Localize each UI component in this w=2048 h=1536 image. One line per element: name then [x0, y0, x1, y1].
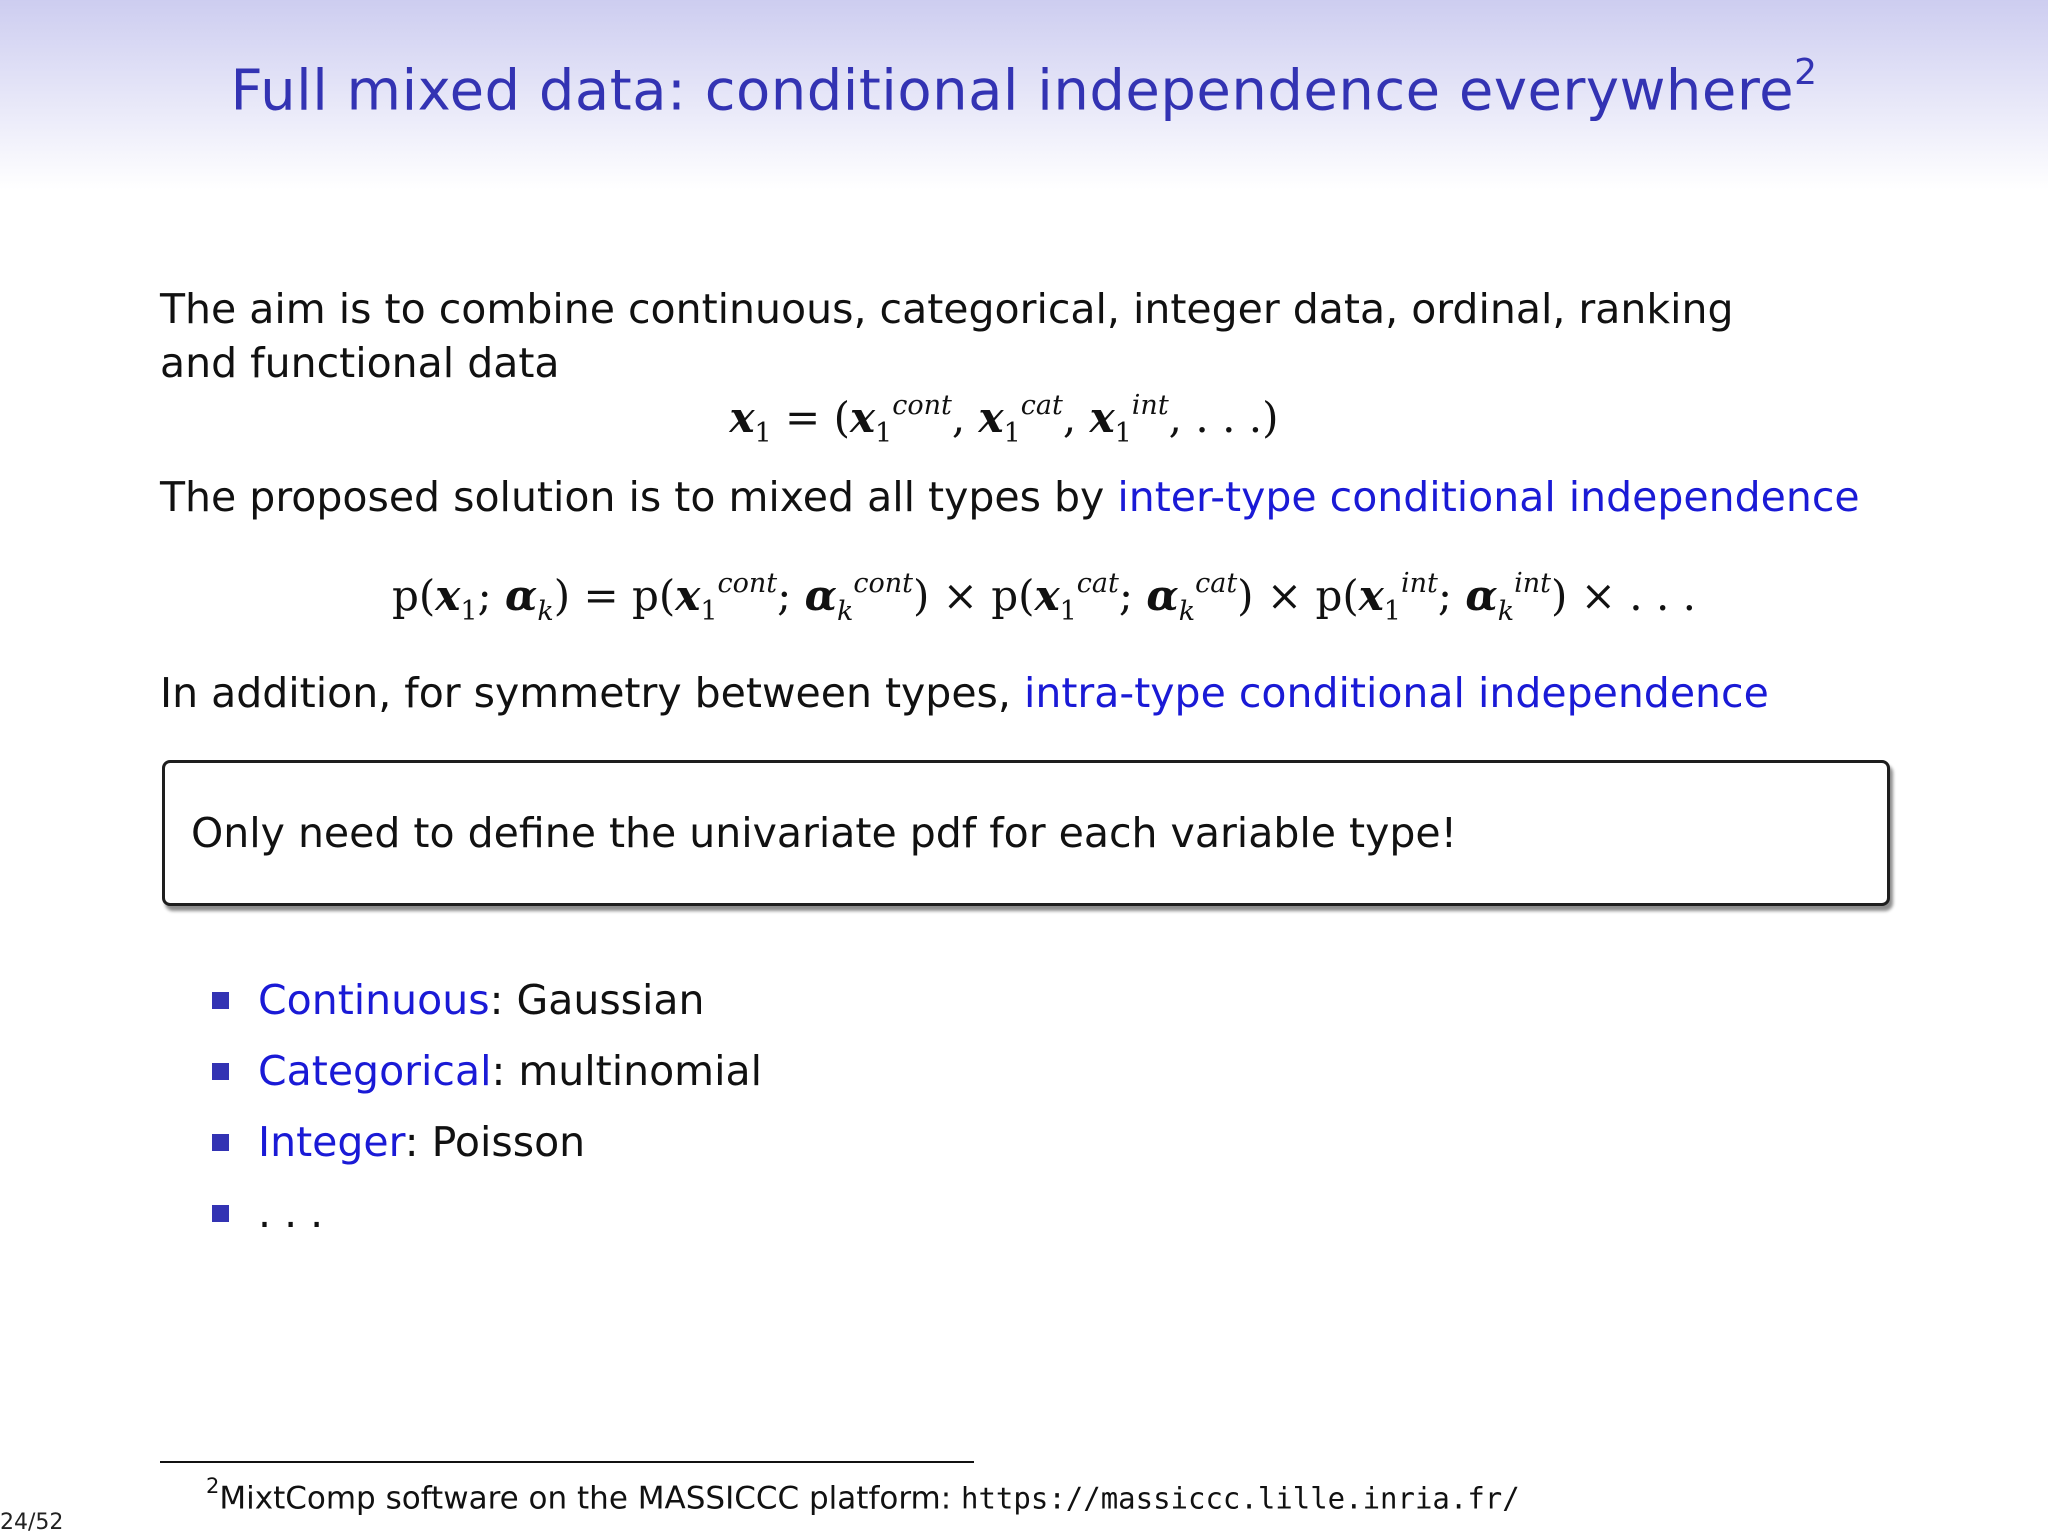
- eq2-x-cont-sub: 1: [700, 596, 718, 627]
- eq2-alpha-int: α: [1465, 571, 1498, 620]
- eq2-alpha-cont-sub: k: [836, 596, 854, 627]
- eq1-v1: x: [849, 393, 876, 442]
- eq2-alpha-sub: k: [537, 596, 554, 627]
- eq1-equals: = (: [771, 393, 850, 442]
- bullet-value: . . .: [258, 1189, 324, 1237]
- bullet-sep: :: [404, 1118, 432, 1166]
- bullet-value: multinomial: [518, 1047, 763, 1095]
- variable-type-list: [210, 972, 762, 1256]
- eq2-alpha-cat-sub: k: [1178, 596, 1196, 627]
- eq2-x-sub: 1: [460, 596, 478, 627]
- eq1-lhs-sub: 1: [754, 418, 772, 449]
- eq2-x-cat-sup: cat: [1076, 568, 1119, 599]
- eq2-alpha: α: [505, 571, 538, 620]
- eq2-equals: ) = p(: [553, 571, 676, 620]
- eq2-p: p(: [391, 571, 436, 620]
- bullet-value: Gaussian: [516, 976, 705, 1024]
- eq2-x-cat: x: [1034, 571, 1060, 620]
- bullet-value: Poisson: [431, 1118, 586, 1166]
- paragraph-solution-text: The proposed solution is to mixed all types by: [160, 473, 1118, 521]
- eq2-x-cat-sub: 1: [1059, 596, 1077, 627]
- eq2-x-cont: x: [675, 571, 701, 620]
- paragraph-aim: The aim is to combine continuous, categorical, integer data, ordinal, ranking and functional data: [160, 285, 1734, 387]
- eq1-v2-sup: cat: [1020, 390, 1063, 421]
- bullet-sep: :: [491, 1047, 519, 1095]
- key-message-box: [162, 760, 1890, 906]
- key-message-text: Only need to define the univariate pdf for each variable type!: [191, 809, 1458, 857]
- bullet-sep: :: [489, 976, 517, 1024]
- eq2-alpha-cat: α: [1146, 571, 1179, 620]
- footnote-divider: [160, 1461, 974, 1463]
- eq2-x: x: [435, 571, 461, 620]
- equation-density: $p(x_1$; $\alpha_k) = p(x_1^{cont}$; $\alpha_k^{cont}) \times p(x_1^{cat}$; $\alpha_k^{cat}) \times p(x_1^{int}$; $\alpha_k^{int}$) × . . .: [391, 568, 1696, 627]
- intra-type-highlight: intra-type conditional independence: [1023, 669, 1769, 717]
- slide-title-text: Full mixed data: conditional independence everywhere: [230, 58, 1795, 124]
- eq2-alpha-int-sub: k: [1497, 596, 1515, 627]
- footnote-url-link[interactable]: https://massiccc.lille.inria.fr/: [961, 1481, 1520, 1516]
- footnote: [206, 1474, 1520, 1517]
- eq1-v3-sup: int: [1131, 390, 1169, 421]
- eq2-times-2: ×: [1253, 571, 1316, 620]
- eq1-lhs: x: [729, 393, 755, 442]
- eq1-v2-sub: 1: [1003, 418, 1021, 449]
- footnote-mark: 2: [206, 1474, 220, 1498]
- eq2-tail: × . . .: [1567, 571, 1696, 620]
- paragraph-symmetry: [160, 666, 1769, 720]
- eq2-alpha-cont: α: [804, 571, 837, 620]
- paragraph-symmetry-text: In addition, for symmetry between types,: [160, 669, 1024, 717]
- title-footnote-mark: 2: [1794, 52, 1818, 93]
- list-item: [210, 972, 762, 1043]
- inter-type-highlight: inter-type conditional independence: [1117, 473, 1860, 521]
- eq2-x-int-sub: 1: [1383, 596, 1401, 627]
- eq1-v1-sup: cont: [892, 390, 952, 421]
- eq1-v2: x: [978, 393, 1004, 442]
- equation-x1: $x_1 = (x_1^{cont}$, $x_1^{cat}$, $x_1^{int}$, . . .): [729, 390, 1279, 449]
- eq2-p-cat: p(: [991, 571, 1035, 620]
- eq1-v3-sub: 1: [1114, 418, 1132, 449]
- bullet-term: Continuous: [258, 976, 490, 1024]
- bullet-square-icon: [212, 1063, 229, 1080]
- list-item: [210, 1185, 762, 1256]
- list-item: [210, 1043, 762, 1114]
- eq2-p-int: p(: [1315, 571, 1359, 620]
- eq2-x-cont-sup: cont: [717, 568, 778, 599]
- eq2-alpha-cont-sup: cont: [853, 568, 913, 599]
- bullet-term: Categorical: [258, 1047, 492, 1095]
- slide-title: [0, 52, 2048, 124]
- page-number: 24/52: [0, 1510, 64, 1535]
- eq2-x-int-sup: int: [1400, 568, 1438, 599]
- list-item: [210, 1114, 762, 1185]
- paragraph-solution: [160, 470, 1860, 524]
- eq2-x-int: x: [1358, 571, 1384, 620]
- bullet-square-icon: [212, 1205, 229, 1222]
- eq2-alpha-cat-sup: cat: [1195, 568, 1238, 599]
- eq1-v1-sub: 1: [875, 418, 893, 449]
- bullet-square-icon: [212, 1134, 229, 1151]
- bullet-term: Integer: [258, 1118, 405, 1166]
- footnote-text: MixtComp software on the MASSICCC platform:: [219, 1480, 962, 1517]
- eq2-times-1: ×: [929, 571, 992, 620]
- bullet-square-icon: [212, 992, 229, 1009]
- eq2-alpha-int-sup: int: [1514, 568, 1551, 599]
- eq1-tail: , . . .): [1168, 393, 1279, 442]
- eq1-v3: x: [1089, 393, 1115, 442]
